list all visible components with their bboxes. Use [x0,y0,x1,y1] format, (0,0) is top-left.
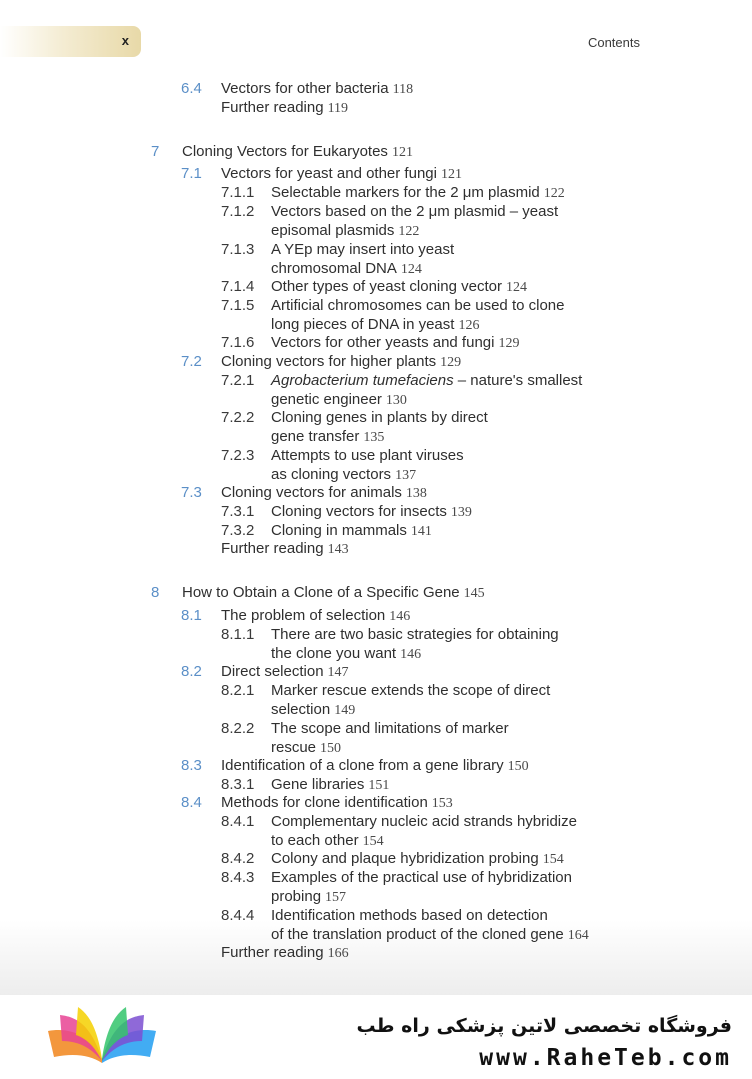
running-header: Contents [587,35,640,50]
open-book-logo-icon [40,1005,165,1067]
book-page: x Contents 6.4 Vectors for other bacteria 118 Further reading 119 7 Cloning Vectors for Eukaryotes 121 7.1 Vectors for yeast and other fungi 121 7.1.1 Selectable markers for the 2 μm plasmid 122 7.1.2 Vectors based on the 2 μm plasmid – yeast episomal plasmids 122 7.1.3 A YEp may insert into yeast chromosomal DNA 124 7.1.4 Other types of yeast cloning vector 124 7.1.5 Artificial chromosomes can be used to clone long pieces of DNA in yeast 126 7.1.6 Vectors for other yeasts and fungi 129 7.2 Cloning vectors for higher plants 129 7.2.1 Agrobacterium tumefaciens – nature's smallest genetic engineer 130 7.2.2 Cloning genes in plants by direct gene transfer 135 7.2.3 Attempts to use plant viruses as cloning vectors 137 7.3 Cloning vectors for animals 138 7.3.1 Cloning vectors for insects 139 7.3.2 Cloning in mammals 141 Further reading 143 8 How to Obtain a Clone of a Specific Gene 145 8.1 The problem of selection 146 8.1.1 There are two basic strategies for obtaining the clone you want 146 8.2 Direct selection 147 8.2.1 Marker rescue extends the scope of direct selection 149 8.2.2 The scope and limitations of marker rescue 150 8.3 Identification of a clone from a gene library 150 8.3.1 Gene libraries 151 8.4 Methods for clone identification 153 8.4.1 Complementary nucleic acid strands hybridize to each other 154 8.4.2 Colony and plaque hybridization probing 154 8.4.3 Examples of the practical use of hybridization probing 157 8.4.4 Identification methods based on detection of the translation product of the cloned gene 164 Further reading 166 [0,0,752,1000]
shop-name: فروشگاه تخصصی لاتین پزشکی راه طب [356,1015,732,1037]
shop-url[interactable]: www.RaheTeb.com [479,1045,732,1071]
watermark-footer [0,995,752,1079]
close-icon[interactable]: x [121,33,129,48]
close-tab[interactable] [0,26,141,57]
